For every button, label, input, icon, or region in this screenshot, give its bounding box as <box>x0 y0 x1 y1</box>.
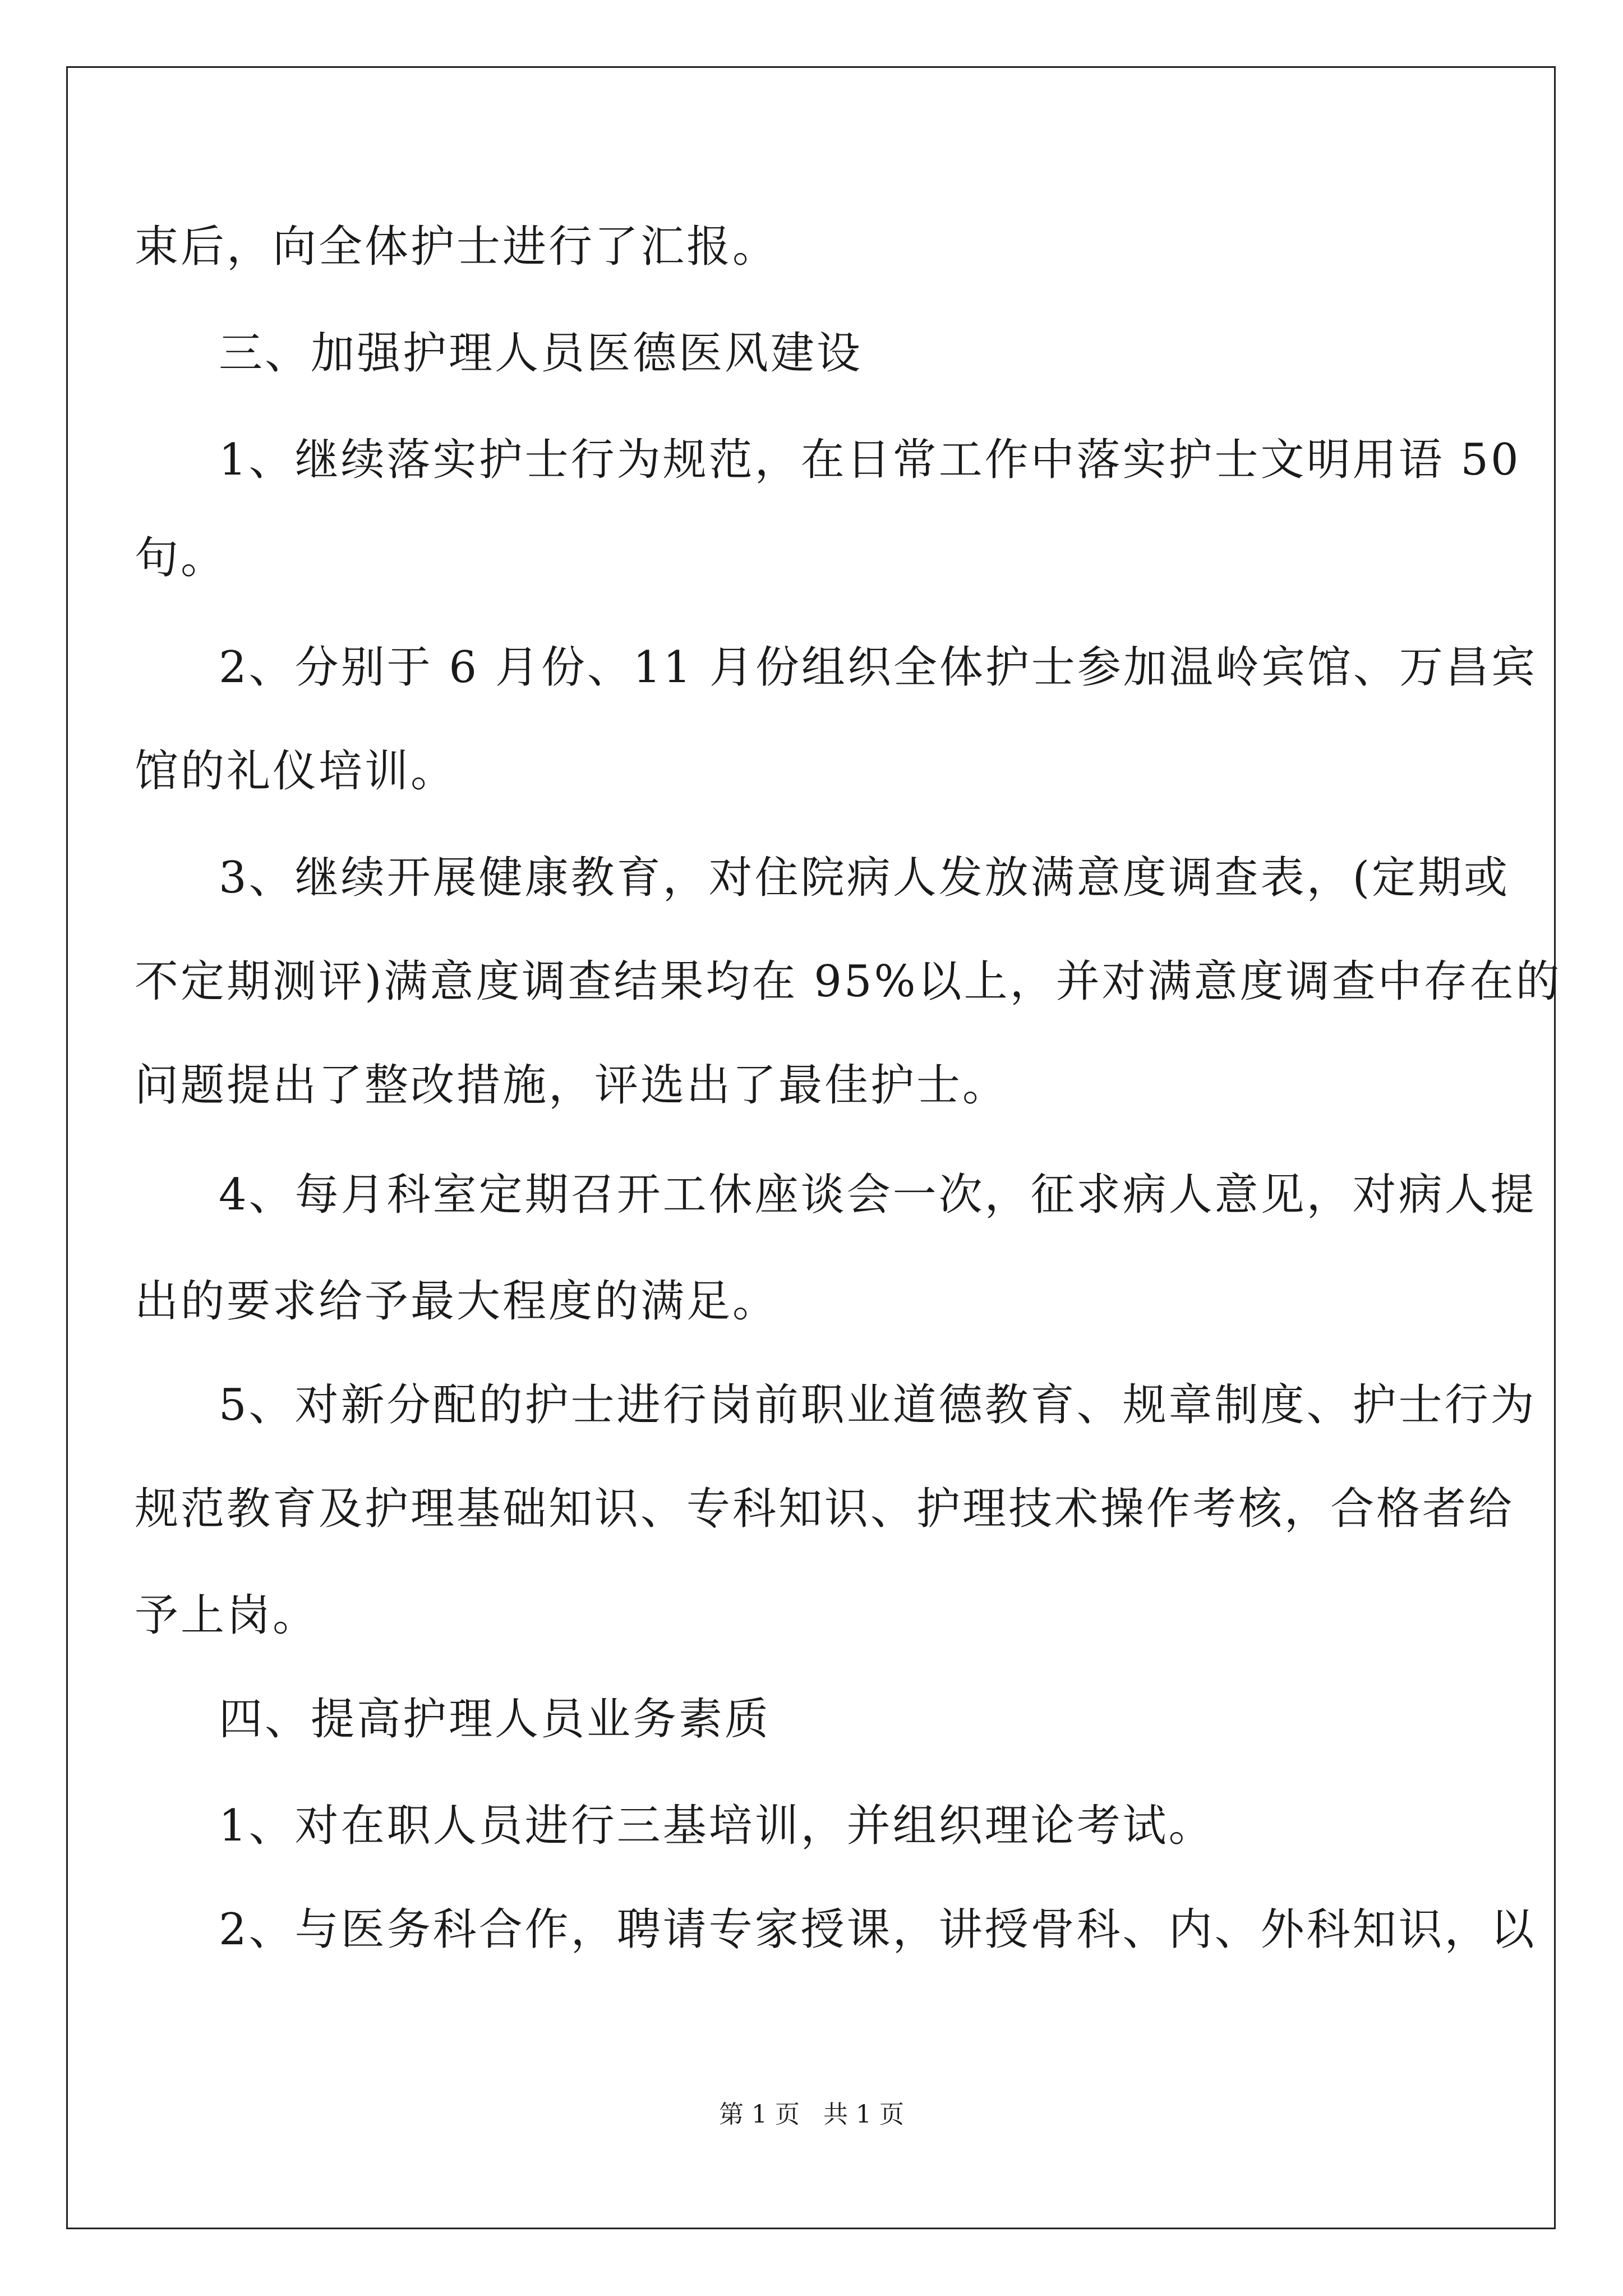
text-line: 问题提出了整改措施，评选出了最佳护士。 <box>135 1060 1009 1111</box>
text-line: 1、继续落实护士行为规范，在日常工作中落实护士文明用语 50 <box>219 435 1521 485</box>
text-line: 规范教育及护理基础知识、专科知识、护理技术操作考核，合格者给 <box>135 1484 1515 1534</box>
text-line: 出的要求给予最大程度的满足。 <box>135 1276 779 1327</box>
section-heading: 三、加强护理人员医德医风建设 <box>219 328 863 379</box>
text-line: 3、继续开展健康教育，对住院病人发放满意度调查表，(定期或 <box>219 853 1510 903</box>
text-line: 1、对在职人员进行三基培训，并组织理论考试。 <box>219 1801 1215 1851</box>
text-line: 5、对新分配的护士进行岗前职业道德教育、规章制度、护士行为 <box>219 1380 1537 1430</box>
text-line: 不定期测评)满意度调查结果均在 95%以上，并对满意度调查中存在的 <box>135 956 1562 1007</box>
text-line: 馆的礼仪培训。 <box>135 746 457 797</box>
text-line: 2、与医务科合作，聘请专家授课，讲授骨科、内、外科知识，以 <box>219 1904 1537 1955</box>
text-line: 束后，向全体护士进行了汇报。 <box>135 222 779 272</box>
section-heading: 四、提高护理人员业务素质 <box>219 1694 771 1745</box>
text-line: 4、每月科室定期召开工休座谈会一次，征求病人意见，对病人提 <box>219 1170 1537 1220</box>
page-number-footer: 第 1 页 共 1 页 <box>719 2100 904 2129</box>
text-line: 2、分别于 6 月份、11 月份组织全体护士参加温岭宾馆、万昌宾 <box>219 642 1537 693</box>
text-line: 句。 <box>135 533 227 583</box>
text-line: 予上岗。 <box>135 1590 319 1641</box>
